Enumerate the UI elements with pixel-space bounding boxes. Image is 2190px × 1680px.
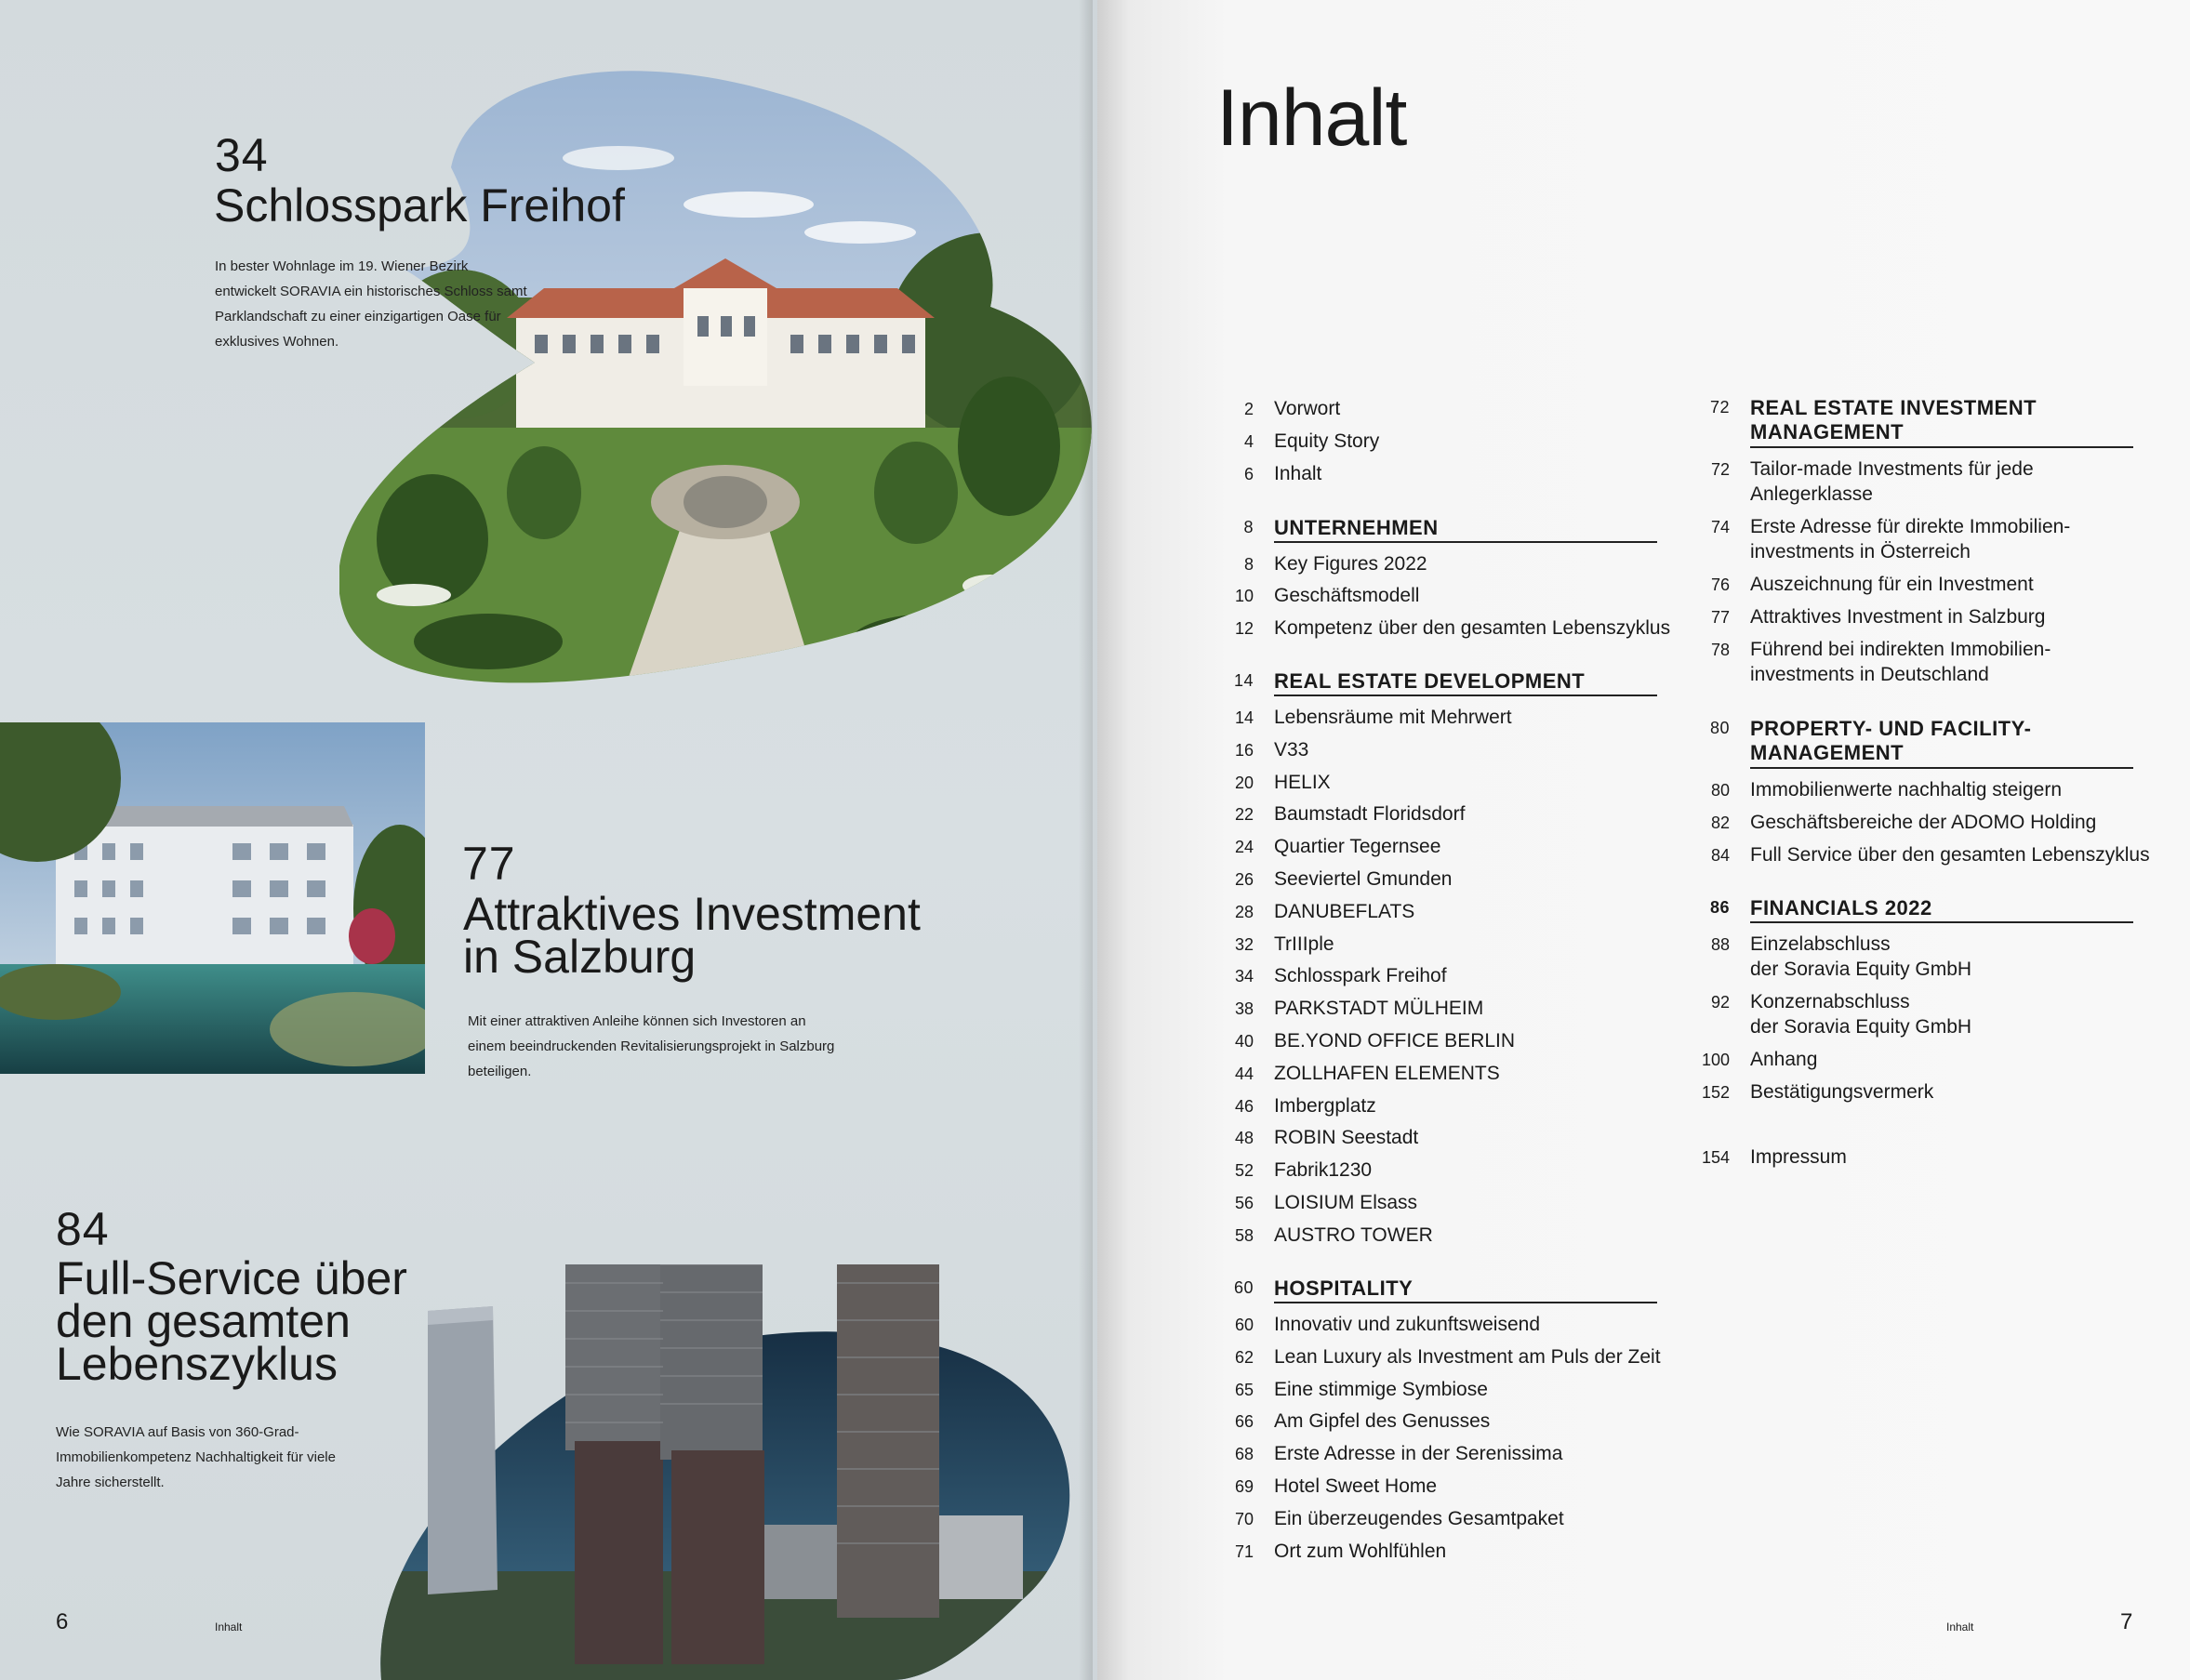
toc-label: Anlegerklasse xyxy=(1750,483,1873,505)
toc-section-label: REAL ESTATE DEVELOPMENT xyxy=(1274,669,1586,693)
toc-page: 20 xyxy=(1234,773,1254,792)
toc-label: Immobilienwerte nachhaltig steigern xyxy=(1750,779,2063,800)
toc-label: investments in Deutschland xyxy=(1750,664,1989,685)
toc-label: Quartier Tegernsee xyxy=(1274,836,1441,858)
toc-page: 66 xyxy=(1234,1412,1254,1432)
toc-page: 24 xyxy=(1234,838,1254,857)
feature-title-line: den gesamten xyxy=(56,1295,351,1347)
toc-page: 48 xyxy=(1234,1129,1254,1148)
toc-section-label: FINANCIALS 2022 xyxy=(1750,896,1932,919)
toc-page: 40 xyxy=(1234,1032,1254,1051)
toc-label: investments in Österreich xyxy=(1750,541,1971,562)
toc-page: 65 xyxy=(1234,1380,1254,1399)
toc-label: BE.YOND OFFICE BERLIN xyxy=(1274,1030,1516,1052)
page-number-left: 6 xyxy=(56,1609,69,1634)
toc-page: 46 xyxy=(1234,1096,1254,1116)
toc-page: 12 xyxy=(1234,619,1254,638)
toc-page: 88 xyxy=(1710,935,1730,954)
toc-page: 6 xyxy=(1243,465,1254,483)
toc-label: Erste Adresse in der Serenissima xyxy=(1274,1443,1563,1465)
toc-section-label: HOSPITALITY xyxy=(1274,1277,1414,1300)
toc-label: ZOLLHAFEN ELEMENTS xyxy=(1274,1062,1500,1084)
section-rule xyxy=(1750,767,2133,769)
toc-label: Lebensräume mit Mehrwert xyxy=(1274,707,1512,728)
toc-section-label: REAL ESTATE INVESTMENT xyxy=(1750,396,2037,419)
feature-title-line: Attraktives Investment xyxy=(463,888,921,940)
salzburg-image xyxy=(0,722,425,1074)
toc-section-label: MANAGEMENT xyxy=(1750,420,1905,443)
toc-label: Kompetenz über den gesamten Lebenszyklus xyxy=(1274,617,1671,639)
toc-label: Equity Story xyxy=(1274,430,1380,452)
toc-label: AUSTRO TOWER xyxy=(1274,1224,1433,1246)
section-rule xyxy=(1274,1302,1657,1303)
running-head-right: Inhalt xyxy=(1946,1620,1974,1634)
toc-label: Fabrik1230 xyxy=(1274,1159,1373,1182)
toc-label: Lean Luxury als Investment am Puls der Zeit xyxy=(1274,1345,1661,1368)
toc-label: Key Figures 2022 xyxy=(1274,553,1427,575)
toc-page: 56 xyxy=(1234,1194,1254,1212)
feature-title-line: Full-Service über xyxy=(56,1252,407,1304)
toc-page: 152 xyxy=(1701,1083,1730,1102)
toc-page: 38 xyxy=(1234,999,1254,1019)
left-page xyxy=(0,0,1093,1680)
toc-section-label: UNTERNEHMEN xyxy=(1274,516,1439,539)
toc-label: V33 xyxy=(1274,738,1309,761)
castle-image xyxy=(339,56,1093,707)
toc-label: Bestätigungsvermerk xyxy=(1750,1081,1934,1103)
toc-page: 8 xyxy=(1243,555,1254,574)
toc-label: Hotel Sweet Home xyxy=(1274,1475,1438,1497)
toc-page: 2 xyxy=(1243,400,1254,418)
towers-image xyxy=(372,1264,1079,1680)
toc-page: 70 xyxy=(1234,1509,1254,1528)
toc-label: Tailor-made Investments für jede xyxy=(1750,458,2034,480)
toc-page: 72 xyxy=(1710,460,1730,479)
toc-page: 22 xyxy=(1234,805,1254,825)
toc-label: Geschäftsbereiche der ADOMO Holding xyxy=(1750,812,2097,833)
feature-title-line: in Salzburg xyxy=(463,931,697,983)
toc-page: 60 xyxy=(1233,1278,1254,1297)
feature-description: Mit einer attraktiven Anleihe können sich Investoren an einem beeindruckenden Revitalisierungsprojekt in Salzburg beteiligen. xyxy=(468,1013,835,1079)
toc-label: Full Service über den gesamten Lebenszyklus xyxy=(1750,844,2150,866)
toc-page: 44 xyxy=(1234,1064,1254,1083)
toc-page: 78 xyxy=(1710,641,1730,659)
toc-label: Baumstadt Floridsdorf xyxy=(1274,803,1466,826)
toc-label: Anhang xyxy=(1750,1049,1818,1070)
toc-label: Auszeichnung für ein Investment xyxy=(1750,574,2034,595)
toc-page: 28 xyxy=(1234,902,1254,921)
page-title: Inhalt xyxy=(1216,73,1407,163)
toc-label: Innovativ und zukunftsweisend xyxy=(1274,1314,1541,1335)
toc-section-label: PROPERTY- UND FACILITY- xyxy=(1750,717,2032,740)
toc-label: Ort zum Wohlfühlen xyxy=(1274,1540,1447,1562)
toc-page: 92 xyxy=(1710,993,1730,1012)
toc-label: Impressum xyxy=(1750,1146,1847,1168)
toc-label: HELIX xyxy=(1274,771,1331,793)
section-rule xyxy=(1750,446,2133,448)
gutter-shadow xyxy=(1079,0,1093,1680)
toc-page: 82 xyxy=(1710,814,1730,832)
toc-label: Inhalt xyxy=(1274,463,1322,484)
feature-page-number: 34 xyxy=(215,129,269,181)
toc-label: Attraktives Investment in Salzburg xyxy=(1750,606,2046,628)
toc-page: 32 xyxy=(1234,934,1254,954)
toc-page: 10 xyxy=(1234,587,1254,605)
toc-label: Imbergplatz xyxy=(1274,1094,1376,1117)
toc-page: 14 xyxy=(1233,671,1254,690)
feature-page-number: 77 xyxy=(462,838,516,890)
toc-label: Seeviertel Gmunden xyxy=(1274,868,1453,890)
section-rule xyxy=(1274,694,1657,696)
toc-label: Erste Adresse für direkte Immobilien- xyxy=(1750,516,2071,537)
toc-page: 80 xyxy=(1709,719,1730,737)
toc-label: ROBIN Seestadt xyxy=(1274,1127,1419,1149)
toc-section-label: MANAGEMENT xyxy=(1750,741,1905,764)
feature-title xyxy=(463,888,947,983)
right-page xyxy=(1097,0,2190,1680)
toc-label: Ein überzeugendes Gesamtpaket xyxy=(1274,1507,1564,1529)
toc-page: 60 xyxy=(1234,1316,1254,1334)
toc-page: 72 xyxy=(1709,398,1730,417)
toc-page: 80 xyxy=(1710,781,1730,800)
toc-page: 34 xyxy=(1234,967,1254,986)
toc-label: Eine stimmige Symbiose xyxy=(1274,1378,1488,1400)
feature-description: Wie SORAVIA auf Basis von 360-Grad-Immobilienkompetenz Nachhaltigkeit für viele Jahre sicherstellt. xyxy=(56,1424,336,1490)
toc-page: 77 xyxy=(1710,608,1730,627)
toc-page: 68 xyxy=(1234,1445,1254,1464)
toc-page: 52 xyxy=(1234,1161,1254,1181)
page-number-right: 7 xyxy=(2120,1609,2133,1634)
feature-page-number: 84 xyxy=(56,1203,110,1255)
toc-page: 8 xyxy=(1243,518,1254,536)
toc-page: 74 xyxy=(1710,518,1730,536)
feature-title xyxy=(56,1252,446,1390)
toc-label: Am Gipfel des Genusses xyxy=(1274,1410,1491,1433)
toc-page: 14 xyxy=(1234,708,1254,727)
toc-page: 86 xyxy=(1709,898,1730,917)
toc-label: Schlosspark Freihof xyxy=(1274,965,1447,987)
toc-label: TrIIIple xyxy=(1274,933,1334,955)
feature-title: Schlosspark Freihof xyxy=(214,179,625,231)
toc-page: 69 xyxy=(1234,1477,1254,1496)
feature-title-line: Lebenszyklus xyxy=(56,1338,338,1390)
toc-label: DANUBEFLATS xyxy=(1274,900,1415,922)
toc-label: Konzernabschluss xyxy=(1750,991,1910,1012)
toc-page: 58 xyxy=(1234,1225,1254,1245)
toc-label: der Soravia Equity GmbH xyxy=(1750,1016,1972,1038)
toc-label: Geschäftsmodell xyxy=(1274,585,1420,606)
toc-page: 62 xyxy=(1234,1347,1254,1367)
toc-label: der Soravia Equity GmbH xyxy=(1750,959,1972,980)
toc-page: 26 xyxy=(1234,870,1254,889)
toc-label: Einzelabschluss xyxy=(1750,933,1891,955)
toc-page: 76 xyxy=(1710,575,1730,594)
toc-page: 16 xyxy=(1234,740,1254,760)
feature-description: In bester Wohnlage im 19. Wiener Bezirk entwickelt SORAVIA ein historisches Schloss samt Parklandschaft zu einer einzigartigen Oase für exklusives Wohnen. xyxy=(215,258,527,350)
toc-label: PARKSTADT MÜLHEIM xyxy=(1274,998,1484,1020)
running-head-left: Inhalt xyxy=(215,1620,243,1634)
toc-label: Vorwort xyxy=(1274,398,1341,419)
section-rule xyxy=(1274,541,1657,543)
toc-label: LOISIUM Elsass xyxy=(1274,1192,1418,1213)
section-rule xyxy=(1750,921,2133,923)
toc-page: 84 xyxy=(1710,846,1730,865)
toc-page: 71 xyxy=(1234,1541,1254,1561)
toc-page: 100 xyxy=(1701,1051,1730,1069)
toc-label: Führend bei indirekten Immobilien- xyxy=(1750,639,2051,660)
toc-page: 4 xyxy=(1243,432,1254,451)
toc-page: 154 xyxy=(1701,1148,1730,1167)
